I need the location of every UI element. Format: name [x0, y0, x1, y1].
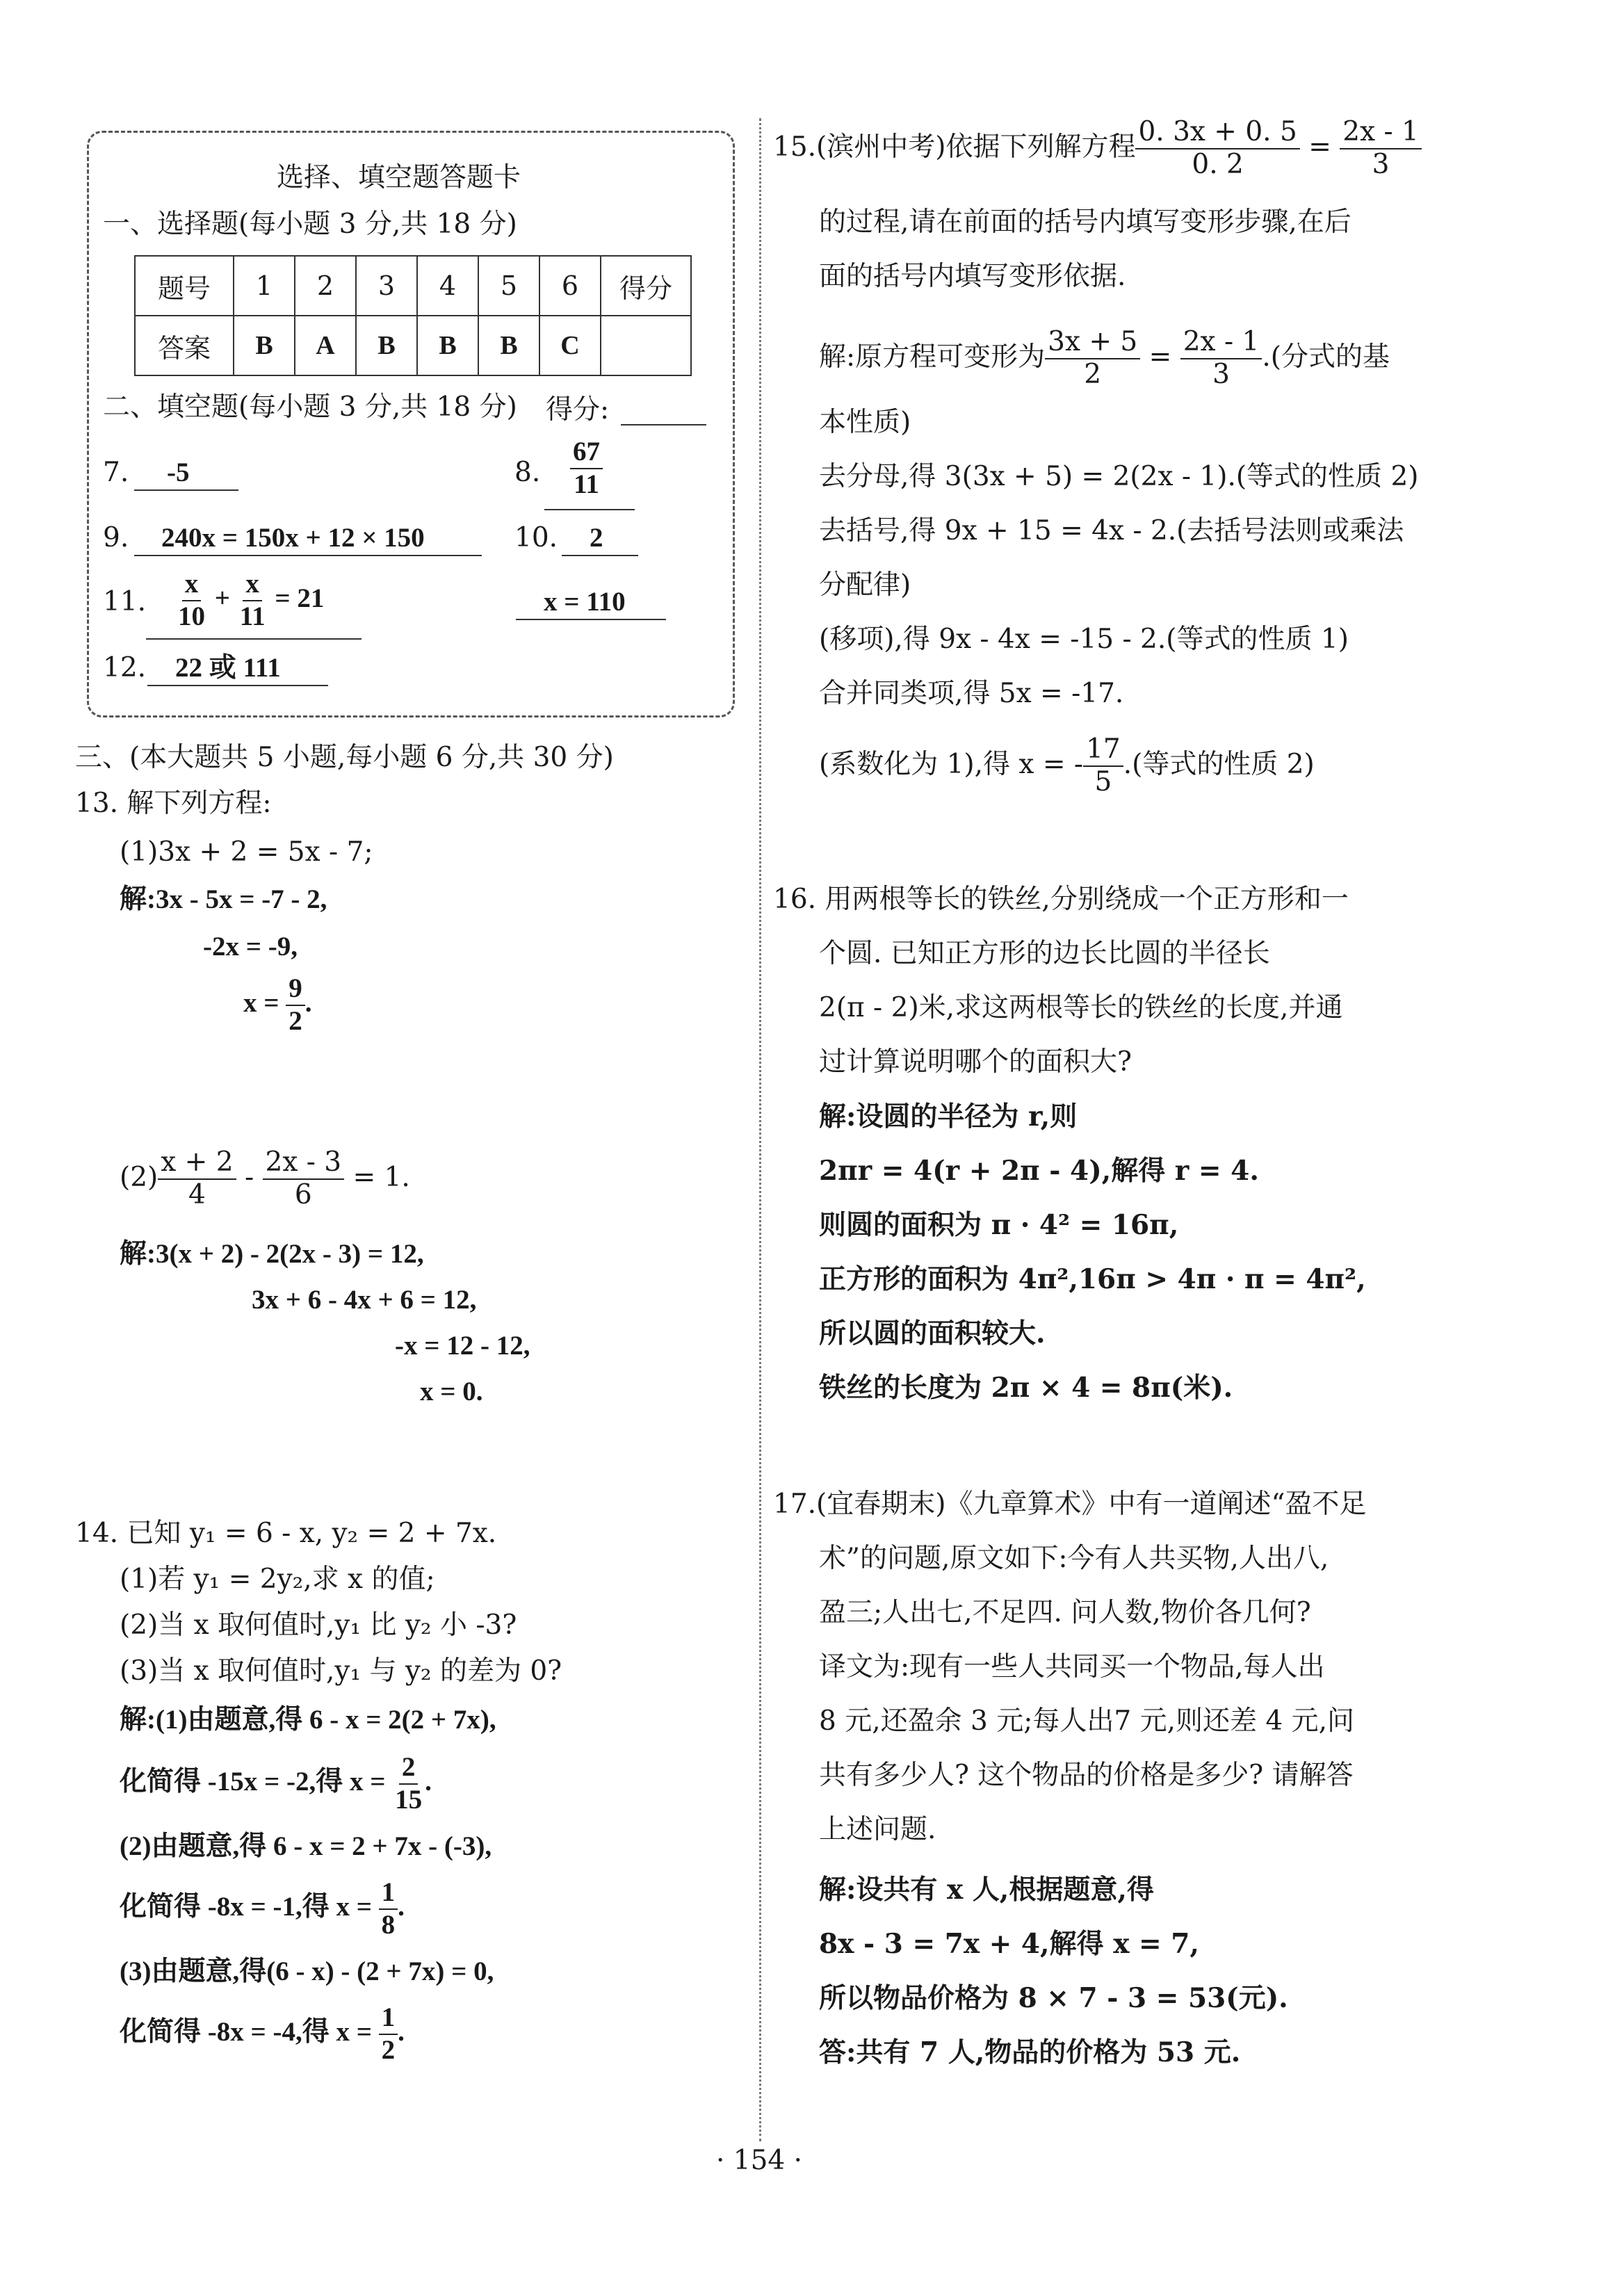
q11-answer-2: x = 110: [544, 587, 626, 617]
q17-step: 8x - 3 = 7x + 4,解得 x = 7,: [819, 1928, 1200, 1960]
part-label: (2): [120, 1161, 159, 1193]
q11-blank: [146, 638, 362, 640]
q14-step: [120, 1877, 405, 1941]
score-cell: [601, 316, 691, 375]
expression: 化简得 -15x = -2,得 x =: [120, 1766, 386, 1797]
table-row: [135, 316, 691, 375]
q15-line: 分配律): [819, 569, 911, 601]
answer-cell: B: [234, 316, 295, 375]
q15-line: 的过程,请在前面的括号内填写变形步骤,在后: [819, 206, 1351, 238]
q17-step: 解:设共有 x 人,根据题意,得: [819, 1874, 1154, 1906]
q7-answer: -5: [167, 457, 190, 487]
q15-line: [819, 327, 1390, 391]
q13-part2: [120, 1147, 410, 1211]
score-blank: [621, 424, 706, 425]
table-cell: 1: [234, 256, 295, 316]
q17-step: 答:共有 7 人,物品的价格为 53 元.: [819, 2036, 1241, 2068]
q16-line: 过计算说明哪个的面积大?: [819, 1046, 1132, 1078]
plus-sign: +: [214, 583, 230, 613]
fraction-numerator: 9: [286, 973, 305, 1006]
q15-line: 面的括号内填写变形依据.: [819, 261, 1126, 292]
q15-reason: .(分式的基: [1262, 341, 1390, 373]
q17-line: 术”的问题,原文如下:今有人共买物,人出八,: [819, 1543, 1329, 1574]
fraction-numerator: x + 2: [158, 1147, 236, 1180]
equation-rhs: = 21: [275, 583, 325, 613]
q10-answer: 2: [590, 523, 603, 553]
minus-sign: -: [244, 1161, 254, 1193]
q8-number: 8.: [514, 457, 541, 488]
q14-stem: 14. 已知 y₁ = 6 - x, y₂ = 2 + 7x.: [75, 1518, 497, 1549]
fraction-numerator: x: [243, 569, 262, 601]
q16-line: 个圆. 已知正方形的边长比圆的半径长: [819, 938, 1270, 969]
fraction-denominator: 2: [1084, 358, 1102, 390]
q12-number: 12.: [103, 652, 147, 683]
q15-reason: .(等式的性质 2): [1123, 748, 1315, 780]
equals-sign: =: [1308, 131, 1331, 163]
fraction-denominator: 0. 2: [1192, 148, 1244, 180]
q16-line: 16. 用两根等长的铁丝,分别绕成一个正方形和一: [773, 884, 1349, 915]
q14-part: (2)当 x 取何值时,y₁ 比 y₂ 小 -3?: [120, 1610, 517, 1641]
equals-sign: =: [1148, 341, 1172, 373]
fraction-numerator: 2x - 1: [1340, 117, 1422, 149]
q14-step: [120, 2002, 405, 2066]
q9-number: 9.: [103, 522, 129, 553]
table-cell: 答案: [135, 316, 234, 375]
table-cell: 2: [295, 256, 356, 316]
period: .: [304, 987, 312, 1018]
fraction-numerator: 1: [379, 1877, 398, 1910]
fraction-numerator: 17: [1083, 734, 1123, 767]
fraction-numerator: 67: [570, 437, 603, 469]
expression: 化简得 -8x = -4,得 x =: [120, 2016, 372, 2047]
q14-part: (3)当 x 取何值时,y₁ 与 y₂ 的差为 0?: [120, 1655, 562, 1687]
q13-step: -x = 12 - 12,: [395, 1331, 530, 1361]
q12-blank: [147, 685, 328, 686]
fraction-denominator: 15: [395, 1784, 423, 1815]
q10-number: 10.: [514, 522, 558, 553]
q13-part1: (1)3x + 2 = 5x - 7;: [120, 836, 373, 868]
q14-step: 解:(1)由题意,得 6 - x = 2(2 + 7x),: [120, 1705, 496, 1735]
table-row: [135, 256, 691, 316]
section-choice-heading: 一、选择题(每小题 3 分,共 18 分): [103, 209, 517, 240]
fraction-numerator: 3x + 5: [1045, 327, 1140, 359]
answer-card-title: 选择、填空题答题卡: [277, 162, 521, 193]
q13-step: 3x + 6 - 4x + 6 = 12,: [252, 1285, 477, 1315]
q16-step: 铁丝的长度为 2π × 4 = 8π(米).: [819, 1372, 1233, 1404]
q15-line: 去分母,得 3(3x + 5) = 2(2x - 1).(等式的性质 2): [819, 461, 1419, 492]
period: .: [425, 1766, 432, 1797]
q13-stem: 13. 解下列方程:: [75, 788, 272, 819]
q15-solution-prefix: 解:原方程可变形为: [819, 341, 1046, 373]
q15-line: 去括号,得 9x + 15 = 4x - 2.(去括号法则或乘法: [819, 515, 1404, 546]
q11-blank-2: [516, 619, 666, 620]
fraction-denominator: 11: [574, 469, 599, 499]
period: .: [398, 2016, 405, 2047]
q16-step: 所以圆的面积较大.: [819, 1318, 1046, 1349]
q10-blank: [562, 555, 638, 556]
fraction-denominator: 3: [1212, 358, 1230, 390]
q13-step: -2x = -9,: [203, 932, 298, 962]
q9-answer: 240x = 150x + 12 × 150: [161, 523, 425, 553]
fraction-numerator: 0. 3x + 0. 5: [1135, 117, 1299, 149]
answer-cell: B: [417, 316, 478, 375]
fraction-denominator: 4: [188, 1178, 206, 1210]
q16-step: 则圆的面积为 π · 4² = 16π,: [819, 1209, 1179, 1241]
fraction-numerator: 2x - 3: [263, 1147, 345, 1180]
q13-step: x = 0.: [420, 1377, 483, 1407]
fraction-denominator: 8: [381, 1909, 396, 1940]
expression: x =: [243, 987, 279, 1018]
q15-line: (移项),得 9x - 4x = -15 - 2.(等式的性质 1): [819, 624, 1349, 655]
section-3-heading: 三、(本大题共 5 小题,每小题 6 分,共 30 分): [75, 742, 614, 773]
page-number: · 154 ·: [716, 2145, 803, 2176]
fraction-denominator: 2: [381, 2034, 396, 2065]
answer-cell: B: [356, 316, 417, 375]
q17-line: 上述问题.: [819, 1814, 936, 1845]
fraction-numerator: 2x - 1: [1180, 327, 1262, 359]
q8-blank: [544, 509, 635, 510]
fraction-denominator: 6: [294, 1178, 312, 1210]
q17-line: 17.(宜春期末)《九章算术》中有一道阐述“盈不足: [773, 1489, 1367, 1520]
table-cell: 5: [478, 256, 539, 316]
q14-part: (1)若 y₁ = 2y₂,求 x 的值;: [120, 1564, 435, 1595]
q16-step: 正方形的面积为 4π²,16π > 4π · π = 4π²,: [819, 1263, 1366, 1295]
table-cell: 6: [539, 256, 601, 316]
q16-step: 2πr = 4(r + 2π - 4),解得 r = 4.: [819, 1155, 1259, 1187]
answer-cell: A: [295, 316, 356, 375]
q17-line: 8 元,还盈余 3 元;每人出7 元,则还差 4 元,问: [819, 1705, 1354, 1737]
q12-answer: 22 或 111: [175, 653, 281, 683]
q13-step: 解:3(x + 2) - 2(2x - 3) = 12,: [120, 1239, 424, 1269]
score-label: 得分:: [546, 394, 610, 425]
q14-step: (2)由题意,得 6 - x = 2 + 7x - (-3),: [120, 1831, 492, 1861]
q8-answer: [570, 437, 603, 501]
q15-line: 本性质): [819, 407, 911, 438]
q15-stem-text: 15.(滨州中考)依据下列解方程: [773, 131, 1136, 163]
q16-line: 2(π - 2)米,求这两根等长的铁丝的长度,并通: [819, 992, 1343, 1023]
table-cell: 3: [356, 256, 417, 316]
fraction-denominator: 11: [239, 601, 266, 631]
q16-step: 解:设圆的半径为 r,则: [819, 1101, 1078, 1133]
q14-step: [120, 1752, 432, 1816]
fraction-denominator: 2: [289, 1005, 302, 1036]
column-divider: [759, 118, 761, 2141]
q11-number: 11.: [103, 586, 147, 617]
table-cell: 得分: [601, 256, 691, 316]
expression: 化简得 -8x = -1,得 x =: [120, 1891, 372, 1922]
fraction-numerator: 2: [399, 1752, 419, 1785]
fraction-numerator: 1: [379, 2002, 398, 2035]
q15-step-prefix: (系数化为 1),得 x = -: [819, 748, 1084, 780]
section-fill-heading: 二、填空题(每小题 3 分,共 18 分): [103, 391, 517, 423]
q14-step: (3)由题意,得(6 - x) - (2 + 7x) = 0,: [120, 1956, 494, 1986]
fraction-denominator: 5: [1094, 765, 1112, 797]
q9-blank: [134, 555, 482, 556]
q13-step: 解:3x - 5x = -7 - 2,: [120, 884, 327, 914]
equation-rhs: = 1.: [352, 1161, 410, 1193]
q15-line: 合并同类项,得 5x = -17.: [819, 678, 1124, 709]
fraction-denominator: 10: [178, 601, 205, 631]
q7-number: 7.: [103, 457, 129, 488]
q13-step: [243, 973, 311, 1037]
q17-line: 共有多少人? 这个物品的价格是多少? 请解答: [819, 1760, 1354, 1791]
q17-line: 译文为:现有一些人共同买一个物品,每人出: [819, 1651, 1325, 1683]
q7-blank: [134, 489, 238, 491]
fraction-numerator: x: [182, 569, 202, 601]
answer-table: [134, 255, 692, 376]
q17-step: 所以物品价格为 8 × 7 - 3 = 53(元).: [819, 1982, 1288, 2014]
q17-line: 盈三;人出七,不足四. 问人数,物价各几何?: [819, 1597, 1311, 1628]
q15-stem: [773, 117, 1422, 181]
answer-cell: C: [539, 316, 601, 375]
period: .: [398, 1891, 405, 1922]
table-cell: 4: [417, 256, 478, 316]
fraction-denominator: 3: [1372, 148, 1390, 180]
answer-cell: B: [478, 316, 539, 375]
table-cell: 题号: [135, 256, 234, 316]
q11-answer: [175, 569, 324, 633]
q15-line: [819, 734, 1315, 798]
